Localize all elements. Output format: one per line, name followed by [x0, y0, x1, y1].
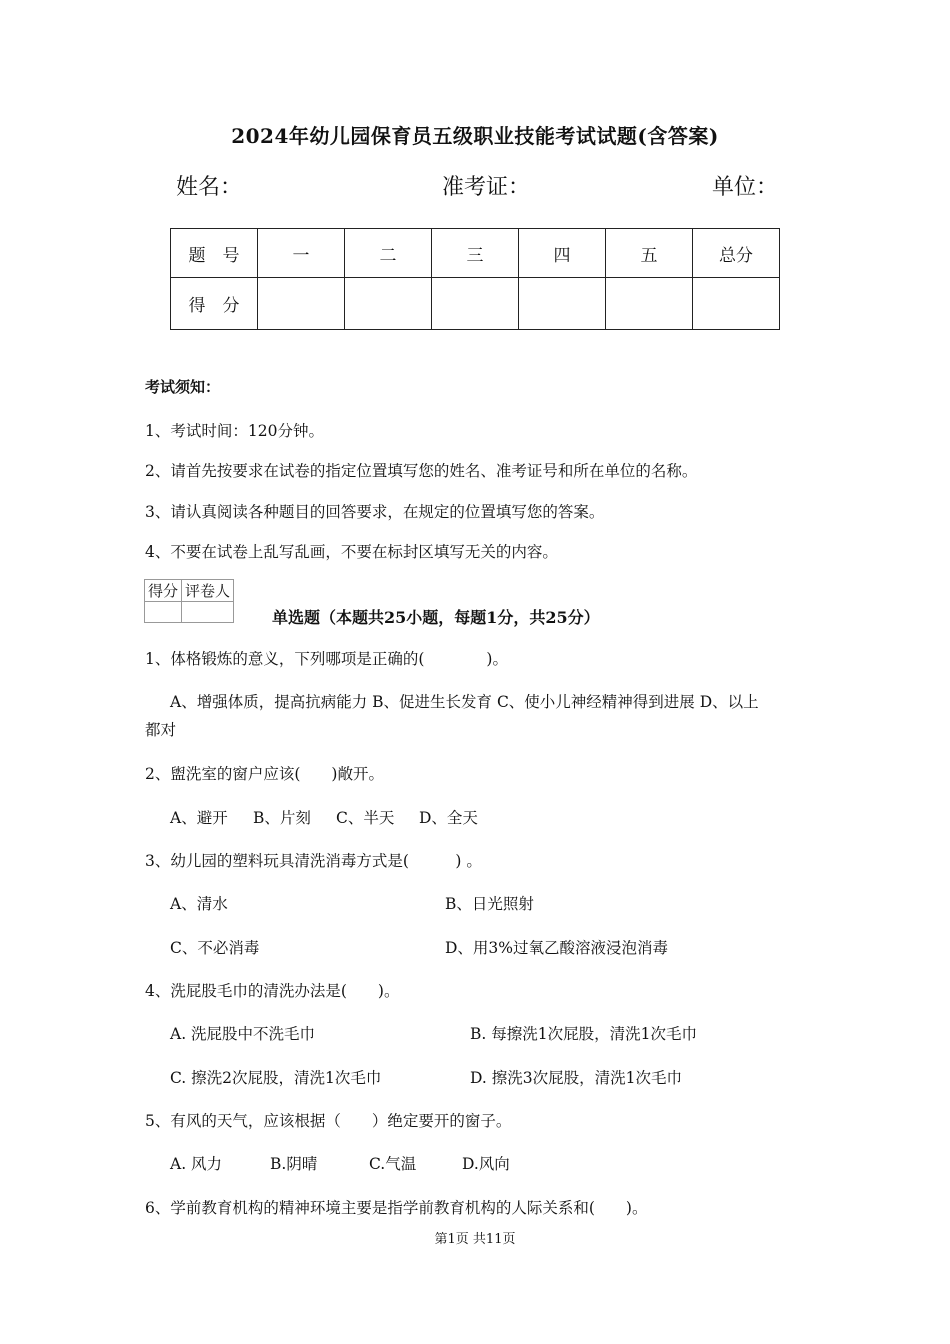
score-table-score-row — [171, 278, 780, 330]
page-title: 2024年幼儿园保育员五级职业技能考试试题(含答案) — [231, 124, 719, 148]
note-item: 4、不要在试卷上乱写乱画，不要在标封区填写无关的内容。 — [145, 543, 558, 561]
question-2: 2、盥洗室的窗户应该( )敞开。 — [145, 765, 384, 783]
note-item: 3、请认真阅读各种题目的回答要求，在规定的位置填写您的答案。 — [145, 503, 605, 521]
grader-score-cell — [145, 602, 182, 623]
option-a: A、避开 — [170, 809, 228, 827]
exam-id-field-label: 准考证： — [442, 175, 531, 200]
option-c: C、半天 — [336, 809, 395, 827]
score-cell — [606, 278, 693, 330]
question-3: 3、幼儿园的塑料玩具清洗消毒方式是( ) 。 — [145, 852, 482, 870]
question-5: 5、有风的天气，应该根据（ ）绝定要开的窗子。 — [145, 1112, 512, 1130]
grader-score-label: 得分 — [145, 580, 182, 602]
option-d: D.风向 — [462, 1155, 510, 1173]
question-6: 6、学前教育机构的精神环境主要是指学前教育机构的人际关系和( )。 — [145, 1199, 648, 1217]
grader-reviewer-cell — [182, 602, 234, 623]
score-cell — [519, 278, 606, 330]
option-c: C、不必消毒 — [170, 939, 260, 957]
score-header-cell: 总分 — [693, 229, 780, 278]
option-a: A、清水 — [170, 895, 228, 913]
score-header-cell: 四 — [519, 229, 606, 278]
score-table — [170, 228, 780, 330]
question-1: 1、体格锻炼的意义，下列哪项是正确的( )。 — [145, 650, 508, 668]
unit-field-label: 单位： — [712, 175, 779, 200]
name-field-label: 姓名： — [176, 175, 243, 200]
score-cell — [345, 278, 432, 330]
score-header-cell: 三 — [432, 229, 519, 278]
question-4: 4、洗屁股毛巾的清洗办法是( )。 — [145, 982, 400, 1000]
option-b: B.阴晴 — [270, 1155, 318, 1173]
score-cell — [693, 278, 780, 330]
grader-table — [144, 579, 234, 623]
notes-title: 考试须知： — [145, 378, 221, 396]
option-a: A. 风力 — [170, 1155, 223, 1173]
section-title: 单选题（本题共25小题，每题1分，共25分） — [272, 608, 600, 627]
option-b: B、日光照射 — [445, 895, 534, 913]
score-header-cell: 一 — [258, 229, 345, 278]
score-cell — [258, 278, 345, 330]
score-header-cell: 五 — [606, 229, 693, 278]
score-cell — [432, 278, 519, 330]
option-a: A. 洗屁股中不洗毛巾 — [170, 1025, 316, 1043]
option-d: D. 擦洗3次屁股，清洗1次毛巾 — [470, 1069, 682, 1087]
grader-reviewer-label: 评卷人 — [182, 580, 234, 602]
note-item: 1、考试时间：120分钟。 — [145, 422, 324, 440]
option-c: C.气温 — [369, 1155, 417, 1173]
score-row-label: 得 分 — [171, 278, 258, 330]
score-table-header-row — [171, 229, 780, 278]
option-d: D、用3%过氧乙酸溶液浸泡消毒 — [445, 939, 669, 957]
question-1-options: A、增强体质，提高抗病能力 B、促进生长发育 C、使小儿神经精神得到进展 D、以上 — [170, 693, 759, 711]
score-header-cell: 题 号 — [171, 229, 258, 278]
option-c: C. 擦洗2次屁股，清洗1次毛巾 — [170, 1069, 382, 1087]
option-b: B. 每擦洗1次屁股，清洗1次毛巾 — [470, 1025, 697, 1043]
question-1-options-cont: 都对 — [145, 721, 177, 739]
page-footer: 第1页 共11页 — [434, 1232, 516, 1247]
option-d: D、全天 — [419, 809, 478, 827]
option-b: B、片刻 — [253, 809, 311, 827]
score-header-cell: 二 — [345, 229, 432, 278]
note-item: 2、请首先按要求在试卷的指定位置填写您的姓名、准考证号和所在单位的名称。 — [145, 462, 698, 480]
